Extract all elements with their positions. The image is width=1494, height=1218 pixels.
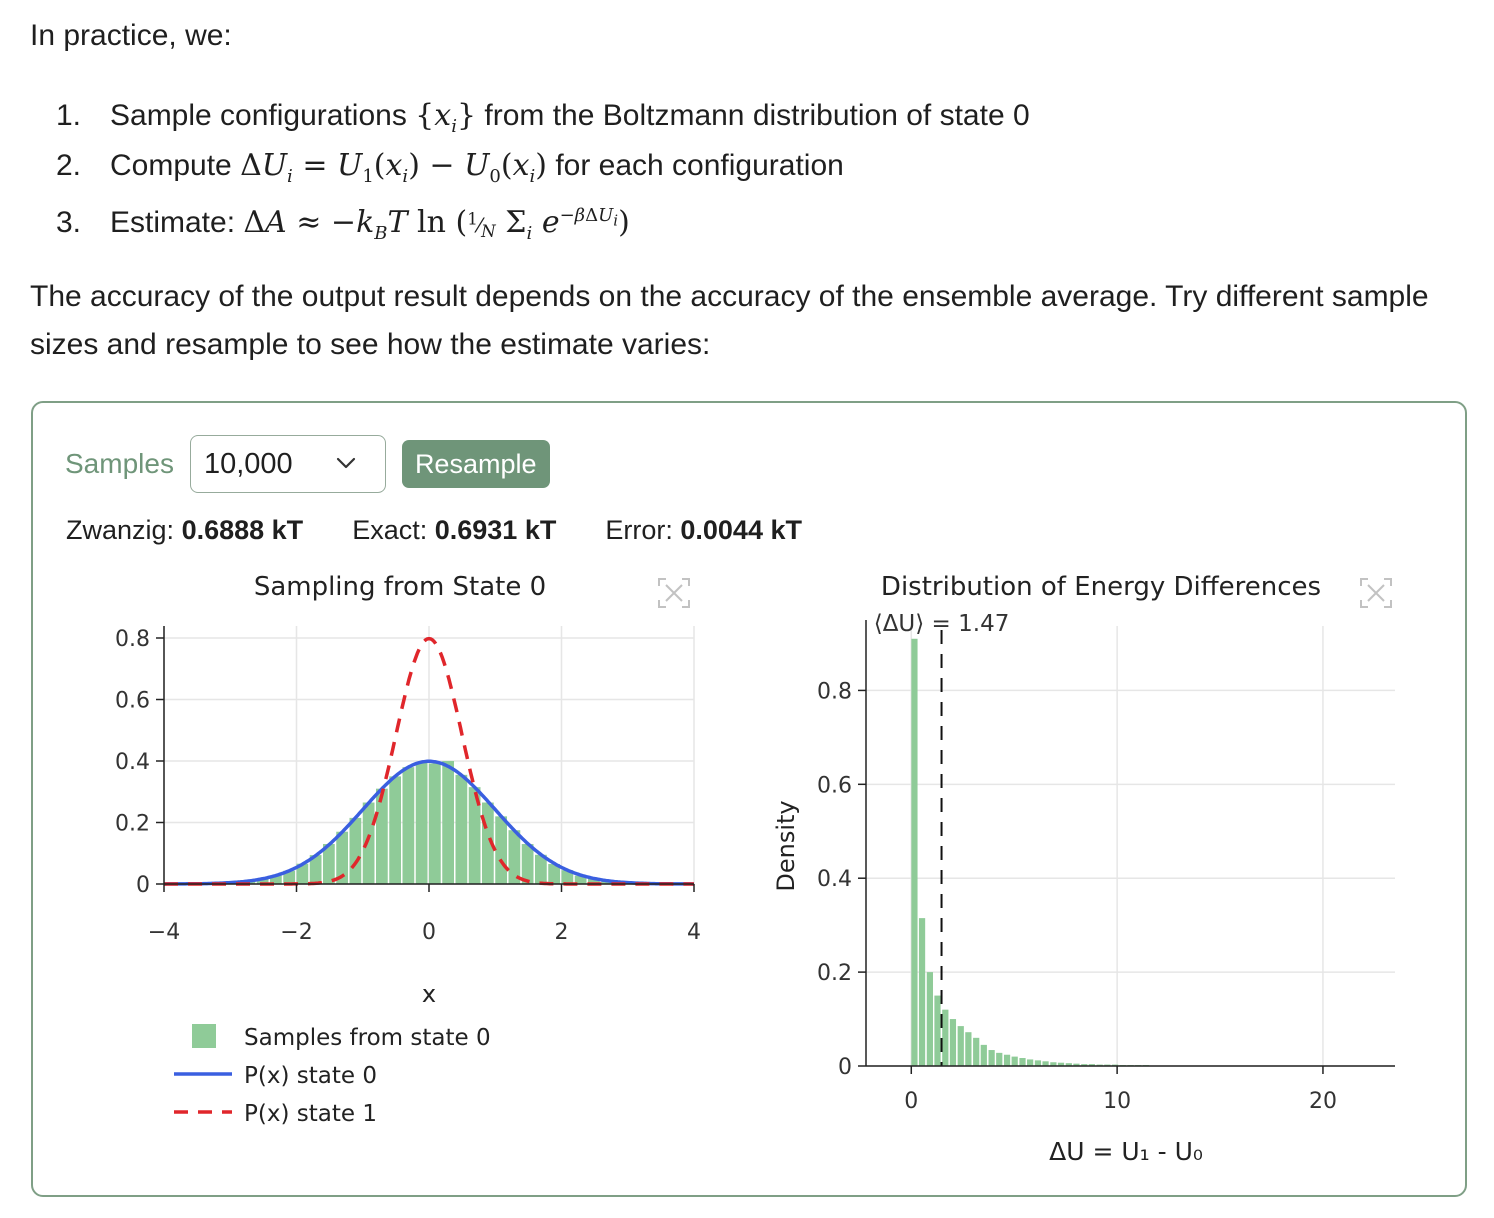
energy-diff-chart <box>740 560 1470 1180</box>
histogram-bar <box>927 972 933 1066</box>
x-tick-label: 2 <box>554 920 569 945</box>
legend <box>174 1024 491 1127</box>
histogram-bar <box>942 1010 948 1066</box>
y-tick-label: 0 <box>136 873 150 898</box>
exact-label: Exact: <box>352 515 428 545</box>
y-tick-label: 0.4 <box>115 750 150 775</box>
y-tick-label: 0.4 <box>817 867 852 893</box>
zwanzig-value: 0.6888 kT <box>181 515 304 545</box>
accuracy-text: The accuracy of the output result depends on the accuracy of the ensemble average. Try different sample sizes and resample to see how the estimate varies: <box>30 280 1429 361</box>
x-tick-label: 10 <box>1103 1089 1132 1114</box>
y-tick-label: 0.6 <box>817 773 852 799</box>
x-tick-label: 20 <box>1308 1089 1337 1114</box>
math-delta-u: $\Delta U_i = U_1(x_i) - U_0(x_i)$ <box>240 148 547 187</box>
histogram-bar <box>950 1019 956 1066</box>
histogram-bar <box>919 918 925 1066</box>
y-tick-label: 0.8 <box>115 627 150 652</box>
x-tick-label: −2 <box>280 920 313 945</box>
histogram-bar <box>456 775 468 884</box>
legend-swatch-samples <box>192 1024 216 1048</box>
math-sample-set: $\{x_i\}$ <box>415 98 477 137</box>
histogram-bar <box>429 763 441 884</box>
histogram-bar <box>989 1050 995 1066</box>
expand-icon[interactable] <box>658 578 690 608</box>
histogram-bar <box>495 816 507 884</box>
histogram-bar <box>442 761 454 884</box>
x-tick-label: 0 <box>904 1089 919 1114</box>
histogram-bar <box>1004 1055 1010 1066</box>
resample-button[interactable]: Resample <box>402 440 550 488</box>
sampling-chart <box>0 560 740 1160</box>
histogram-bar <box>965 1032 971 1066</box>
histogram-bar <box>958 1026 964 1066</box>
histogram-bar <box>1019 1058 1025 1066</box>
histogram-bar <box>996 1053 1002 1066</box>
steps-list <box>56 92 1030 242</box>
histogram-bar <box>911 639 917 1066</box>
histogram-bar <box>350 818 362 884</box>
math-estimate: $\Delta A \approx -k_BT$ $\ln (^1⁄_N$ $\Sigma_i$ $e^{-\beta\Delta U_i}$) <box>243 205 630 244</box>
stats-line <box>66 515 802 546</box>
y-tick-label: 0.2 <box>115 811 150 837</box>
histogram-bar <box>1012 1057 1018 1066</box>
y-tick-label: 0 <box>838 1055 852 1080</box>
x-axis-label: x <box>421 980 437 1008</box>
step-2: 2. Compute $\Delta U_i = U_1(x_i) - U_0(x_i)$ for each configuration <box>56 148 844 187</box>
histogram-bar <box>1035 1060 1041 1066</box>
zwanzig-label: Zwanzig: <box>66 515 175 545</box>
legend-label-samples: Samples from state 0 <box>244 1025 491 1051</box>
chart-title: Sampling from State 0 <box>253 572 547 602</box>
histogram-bar <box>403 767 415 884</box>
mean-annotation: ⟨ΔU⟩ = 1.47 <box>873 611 1010 637</box>
histogram-bar <box>376 789 388 884</box>
x-tick-label: −4 <box>147 920 181 945</box>
chevron-down-icon <box>335 452 357 474</box>
histogram-bar <box>934 996 940 1066</box>
histogram-bar <box>981 1045 987 1066</box>
legend-label-state1: P(x) state 1 <box>244 1101 377 1127</box>
y-tick-label: 0.8 <box>817 679 852 705</box>
step-1: 1. Sample configurations $\{x_i\}$ from the Boltzmann distribution of state 0 <box>56 98 1030 137</box>
expand-icon[interactable] <box>1360 578 1392 608</box>
histogram-bar <box>389 776 401 884</box>
error-label: Error: <box>605 515 673 545</box>
chart-title: Distribution of Energy Differences <box>880 572 1322 602</box>
samples-select-value: 10,000 <box>203 447 293 480</box>
x-tick-label: 4 <box>687 920 701 945</box>
legend-label-state0: P(x) state 0 <box>244 1063 377 1089</box>
controls-bar <box>65 435 550 493</box>
histogram-bar <box>416 763 428 884</box>
step-3: 3. Estimate: $\Delta A \approx -k_BT$ $\ln (^1⁄_N$ $\Sigma_i$ $e^{-\beta\Delta U_i}$) <box>56 205 630 244</box>
intro-text: In practice, we: <box>30 19 232 52</box>
x-axis-label: ΔU = U₁ - U₀ <box>1049 1137 1203 1166</box>
histogram-bar <box>973 1038 979 1066</box>
histogram-bar <box>1027 1059 1033 1066</box>
error-value: 0.0044 kT <box>680 515 802 545</box>
exact-value: 0.6931 kT <box>434 515 557 545</box>
y-tick-label: 0.2 <box>817 961 852 987</box>
samples-label: Samples <box>65 448 174 479</box>
x-tick-label: 0 <box>422 920 436 945</box>
y-tick-label: 0.6 <box>115 688 150 714</box>
y-axis-label: Density <box>772 800 800 892</box>
samples-select[interactable] <box>190 435 386 493</box>
